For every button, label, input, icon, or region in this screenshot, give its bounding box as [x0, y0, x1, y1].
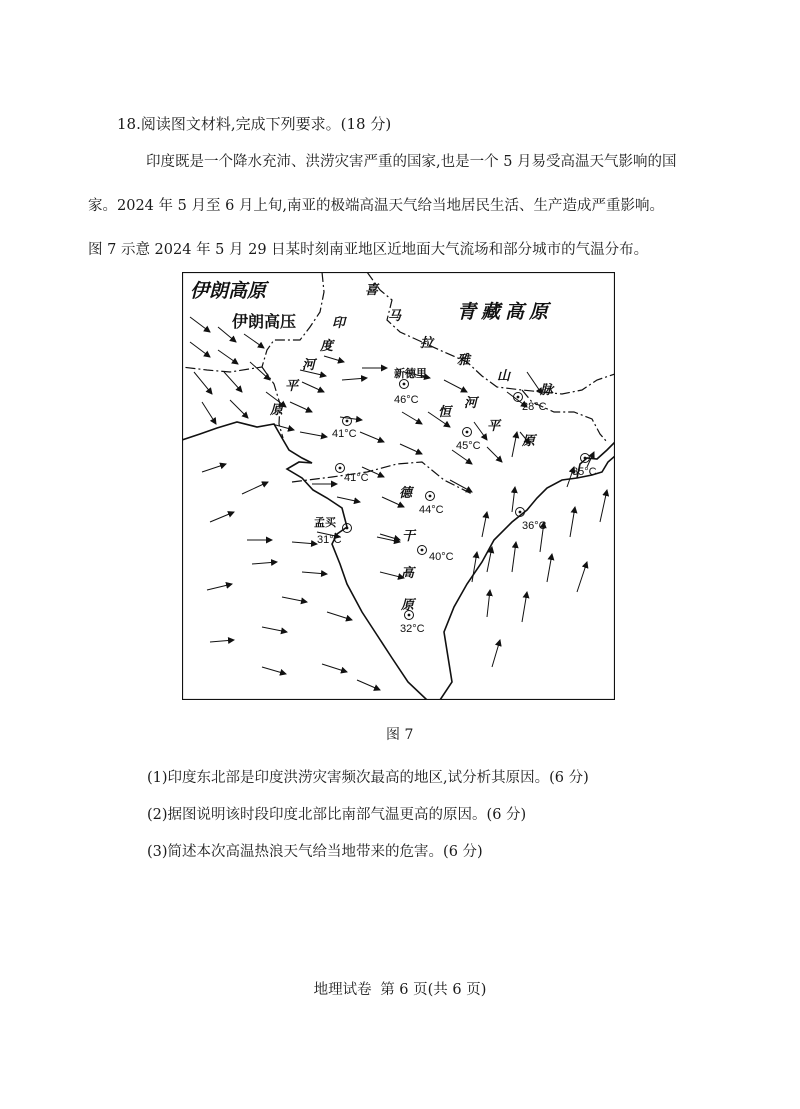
figure-caption: 图 7 [386, 727, 414, 743]
paragraph-line: 图 7 示意 2024 年 5 月 29 日某时刻南亚地区近地面大气流场和部分城市的气温分布。 [88, 242, 649, 258]
city-temp: 36°C [522, 520, 547, 532]
paragraph-line: 家。2024 年 5 月至 6 月上旬,南亚的极端高温天气给当地居民生活、生产造成严重影响。 [88, 198, 665, 214]
himalaya-char: 喜 [365, 283, 379, 298]
question-header: 18.阅读图文材料,完成下列要求。(18 分) [117, 115, 392, 133]
ganges-char: 河 [464, 396, 478, 411]
footer-page: 第 6 页(共 6 页) [380, 982, 487, 998]
city-temp: 46°C [394, 394, 419, 406]
city-temp: 40°C [429, 551, 454, 563]
page-footer [0, 978, 800, 999]
footer-subject: 地理试卷 [313, 982, 372, 998]
deccan-char: 德 [399, 486, 413, 501]
himalaya-char: 雅 [457, 353, 471, 368]
city-temp: 32°C [400, 623, 425, 635]
ganges-char: 恒 [438, 405, 452, 420]
city-temp: 44°C [419, 504, 444, 516]
sub-question-3: (3)简述本次高温热浪天气给当地带来的危害。(6 分) [147, 844, 483, 860]
question-paragraph [88, 140, 697, 272]
city-temp: 41°C [344, 472, 369, 484]
city-temp: 41°C [332, 428, 357, 440]
indus-char: 度 [320, 339, 334, 354]
sub-question-2: (2)据图说明该时段印度北部比南部气温更高的原因。(6 分) [147, 807, 527, 823]
city-temp: 31°C [317, 534, 342, 546]
deccan-char: 高 [401, 566, 415, 581]
city-name: 新德里 [394, 367, 427, 380]
ganges-char: 原 [522, 434, 536, 449]
indus-char: 河 [302, 358, 316, 373]
indus-char: 原 [270, 403, 284, 418]
figure-7-map [182, 272, 615, 700]
indus-char: 印 [332, 316, 346, 331]
indus-char: 平 [285, 379, 299, 394]
label-iran-high: 伊朗高压 [232, 312, 297, 331]
label-tibet-plateau: 青藏高原 [457, 301, 554, 323]
deccan-char: 原 [401, 598, 415, 613]
city-temp: 28°C [522, 401, 547, 413]
city-temp: 35°C [572, 466, 597, 478]
city-temp: 45°C [456, 440, 481, 452]
himalaya-char: 山 [497, 369, 511, 384]
deccan-char: 干 [402, 529, 416, 544]
city-name: 孟买 [314, 516, 336, 529]
label-iran-plateau: 伊朗高原 [190, 280, 267, 302]
sub-question-1: (1)印度东北部是印度洪涝灾害频次最高的地区,试分析其原因。(6 分) [147, 770, 589, 786]
ganges-char: 平 [487, 419, 501, 434]
himalaya-char: 脉 [540, 383, 554, 398]
himalaya-char: 马 [388, 309, 402, 324]
paragraph-line: 印度既是一个降水充沛、洪涝灾害严重的国家,也是一个 5 月易受高温天气影响的国 [146, 154, 677, 170]
himalaya-char: 拉 [420, 336, 434, 351]
